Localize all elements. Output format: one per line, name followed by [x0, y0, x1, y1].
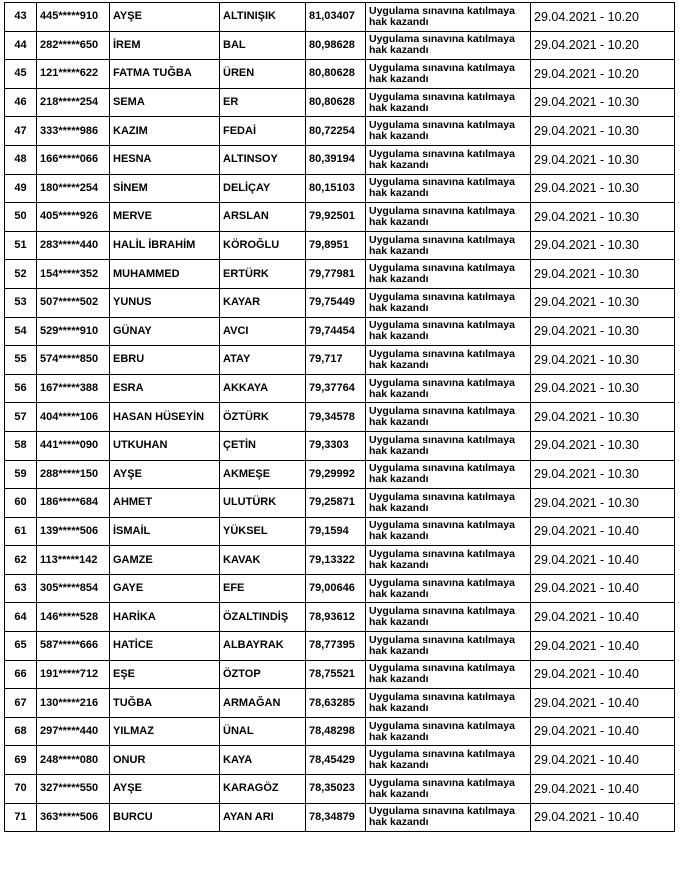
- row-number-cell: 46: [5, 88, 37, 117]
- row-number-cell: 71: [5, 803, 37, 832]
- id-number-cell: 529*****910: [37, 317, 110, 346]
- score-cell: 79,92501: [306, 203, 366, 232]
- last-name-cell: ÖZALTINDİŞ: [220, 603, 306, 632]
- status-cell: Uygulama sınavına katılmaya hak kazandı: [366, 717, 531, 746]
- results-body: [5, 3, 675, 832]
- last-name-cell: ÜNAL: [220, 717, 306, 746]
- exam-date-cell: 29.04.2021 - 10.30: [531, 88, 675, 117]
- exam-date-cell: 29.04.2021 - 10.30: [531, 403, 675, 432]
- row-number-cell: 53: [5, 288, 37, 317]
- exam-date-cell: 29.04.2021 - 10.30: [531, 374, 675, 403]
- score-cell: 80,15103: [306, 174, 366, 203]
- exam-date-cell: 29.04.2021 - 10.30: [531, 460, 675, 489]
- table-row: [5, 574, 675, 603]
- id-number-cell: 445*****910: [37, 3, 110, 32]
- table-row: [5, 88, 675, 117]
- exam-date-cell: 29.04.2021 - 10.40: [531, 574, 675, 603]
- id-number-cell: 191*****712: [37, 660, 110, 689]
- score-cell: 79,00646: [306, 574, 366, 603]
- id-number-cell: 180*****254: [37, 174, 110, 203]
- exam-date-cell: 29.04.2021 - 10.30: [531, 174, 675, 203]
- id-number-cell: 363*****506: [37, 803, 110, 832]
- table-row: [5, 117, 675, 146]
- id-number-cell: 404*****106: [37, 403, 110, 432]
- status-cell: Uygulama sınavına katılmaya hak kazandı: [366, 31, 531, 60]
- first-name-cell: SEMA: [110, 88, 220, 117]
- row-number-cell: 50: [5, 203, 37, 232]
- exam-date-cell: 29.04.2021 - 10.40: [531, 775, 675, 804]
- table-row: [5, 260, 675, 289]
- score-cell: 81,03407: [306, 3, 366, 32]
- first-name-cell: YILMAZ: [110, 717, 220, 746]
- first-name-cell: TUĞBA: [110, 689, 220, 718]
- score-cell: 79,74454: [306, 317, 366, 346]
- score-cell: 79,37764: [306, 374, 366, 403]
- status-cell: Uygulama sınavına katılmaya hak kazandı: [366, 88, 531, 117]
- first-name-cell: YUNUS: [110, 288, 220, 317]
- id-number-cell: 113*****142: [37, 546, 110, 575]
- table-row: [5, 546, 675, 575]
- status-cell: Uygulama sınavına katılmaya hak kazandı: [366, 260, 531, 289]
- score-cell: 78,75521: [306, 660, 366, 689]
- row-number-cell: 52: [5, 260, 37, 289]
- id-number-cell: 130*****216: [37, 689, 110, 718]
- row-number-cell: 57: [5, 403, 37, 432]
- score-cell: 80,80628: [306, 88, 366, 117]
- status-cell: Uygulama sınavına katılmaya hak kazandı: [366, 288, 531, 317]
- table-row: [5, 775, 675, 804]
- first-name-cell: HASAN HÜSEYİN: [110, 403, 220, 432]
- status-cell: Uygulama sınavına katılmaya hak kazandı: [366, 574, 531, 603]
- last-name-cell: ALTINSOY: [220, 145, 306, 174]
- status-cell: Uygulama sınavına katılmaya hak kazandı: [366, 546, 531, 575]
- score-cell: 78,34879: [306, 803, 366, 832]
- score-cell: 79,13322: [306, 546, 366, 575]
- table-row: [5, 403, 675, 432]
- id-number-cell: 574*****850: [37, 346, 110, 375]
- status-cell: Uygulama sınavına katılmaya hak kazandı: [366, 145, 531, 174]
- status-cell: Uygulama sınavına katılmaya hak kazandı: [366, 174, 531, 203]
- table-row: [5, 174, 675, 203]
- last-name-cell: ÇETİN: [220, 431, 306, 460]
- exam-date-cell: 29.04.2021 - 10.40: [531, 689, 675, 718]
- row-number-cell: 69: [5, 746, 37, 775]
- table-row: [5, 660, 675, 689]
- exam-date-cell: 29.04.2021 - 10.30: [531, 346, 675, 375]
- row-number-cell: 43: [5, 3, 37, 32]
- table-row: [5, 231, 675, 260]
- first-name-cell: SİNEM: [110, 174, 220, 203]
- exam-date-cell: 29.04.2021 - 10.30: [531, 431, 675, 460]
- score-cell: 80,72254: [306, 117, 366, 146]
- row-number-cell: 45: [5, 60, 37, 89]
- row-number-cell: 47: [5, 117, 37, 146]
- status-cell: Uygulama sınavına katılmaya hak kazandı: [366, 346, 531, 375]
- score-cell: 79,717: [306, 346, 366, 375]
- first-name-cell: HARİKA: [110, 603, 220, 632]
- exam-date-cell: 29.04.2021 - 10.20: [531, 3, 675, 32]
- status-cell: Uygulama sınavına katılmaya hak kazandı: [366, 431, 531, 460]
- last-name-cell: KAVAK: [220, 546, 306, 575]
- score-cell: 79,75449: [306, 288, 366, 317]
- id-number-cell: 297*****440: [37, 717, 110, 746]
- row-number-cell: 51: [5, 231, 37, 260]
- id-number-cell: 507*****502: [37, 288, 110, 317]
- row-number-cell: 61: [5, 517, 37, 546]
- exam-date-cell: 29.04.2021 - 10.30: [531, 489, 675, 518]
- id-number-cell: 441*****090: [37, 431, 110, 460]
- last-name-cell: YÜKSEL: [220, 517, 306, 546]
- status-cell: Uygulama sınavına katılmaya hak kazandı: [366, 517, 531, 546]
- results-table: [4, 2, 675, 832]
- first-name-cell: AYŞE: [110, 460, 220, 489]
- first-name-cell: AHMET: [110, 489, 220, 518]
- first-name-cell: KAZIM: [110, 117, 220, 146]
- exam-date-cell: 29.04.2021 - 10.30: [531, 203, 675, 232]
- id-number-cell: 186*****684: [37, 489, 110, 518]
- last-name-cell: ALTINIŞIK: [220, 3, 306, 32]
- exam-date-cell: 29.04.2021 - 10.20: [531, 31, 675, 60]
- first-name-cell: UTKUHAN: [110, 431, 220, 460]
- id-number-cell: 288*****150: [37, 460, 110, 489]
- status-cell: Uygulama sınavına katılmaya hak kazandı: [366, 317, 531, 346]
- row-number-cell: 64: [5, 603, 37, 632]
- exam-date-cell: 29.04.2021 - 10.40: [531, 517, 675, 546]
- id-number-cell: 167*****388: [37, 374, 110, 403]
- score-cell: 79,77981: [306, 260, 366, 289]
- first-name-cell: GAMZE: [110, 546, 220, 575]
- exam-date-cell: 29.04.2021 - 10.20: [531, 60, 675, 89]
- table-row: [5, 145, 675, 174]
- exam-date-cell: 29.04.2021 - 10.40: [531, 546, 675, 575]
- last-name-cell: ER: [220, 88, 306, 117]
- score-cell: 79,3303: [306, 431, 366, 460]
- score-cell: 80,80628: [306, 60, 366, 89]
- row-number-cell: 59: [5, 460, 37, 489]
- table-row: [5, 431, 675, 460]
- exam-date-cell: 29.04.2021 - 10.40: [531, 803, 675, 832]
- row-number-cell: 55: [5, 346, 37, 375]
- status-cell: Uygulama sınavına katılmaya hak kazandı: [366, 374, 531, 403]
- score-cell: 78,93612: [306, 603, 366, 632]
- score-cell: 79,25871: [306, 489, 366, 518]
- id-number-cell: 139*****506: [37, 517, 110, 546]
- table-row: [5, 717, 675, 746]
- exam-date-cell: 29.04.2021 - 10.30: [531, 231, 675, 260]
- row-number-cell: 62: [5, 546, 37, 575]
- exam-date-cell: 29.04.2021 - 10.30: [531, 317, 675, 346]
- score-cell: 78,45429: [306, 746, 366, 775]
- last-name-cell: ALBAYRAK: [220, 632, 306, 661]
- score-cell: 78,48298: [306, 717, 366, 746]
- last-name-cell: ATAY: [220, 346, 306, 375]
- first-name-cell: MUHAMMED: [110, 260, 220, 289]
- exam-date-cell: 29.04.2021 - 10.40: [531, 660, 675, 689]
- first-name-cell: MERVE: [110, 203, 220, 232]
- exam-date-cell: 29.04.2021 - 10.40: [531, 717, 675, 746]
- id-number-cell: 283*****440: [37, 231, 110, 260]
- last-name-cell: AVCI: [220, 317, 306, 346]
- status-cell: Uygulama sınavına katılmaya hak kazandı: [366, 689, 531, 718]
- first-name-cell: ESRA: [110, 374, 220, 403]
- last-name-cell: KAYA: [220, 746, 306, 775]
- last-name-cell: EFE: [220, 574, 306, 603]
- exam-date-cell: 29.04.2021 - 10.30: [531, 145, 675, 174]
- score-cell: 79,8951: [306, 231, 366, 260]
- status-cell: Uygulama sınavına katılmaya hak kazandı: [366, 775, 531, 804]
- row-number-cell: 49: [5, 174, 37, 203]
- table-row: [5, 517, 675, 546]
- first-name-cell: AYŞE: [110, 775, 220, 804]
- last-name-cell: KARAGÖZ: [220, 775, 306, 804]
- first-name-cell: HALİL İBRAHİM: [110, 231, 220, 260]
- table-row: [5, 603, 675, 632]
- first-name-cell: İSMAİL: [110, 517, 220, 546]
- table-row: [5, 489, 675, 518]
- id-number-cell: 305*****854: [37, 574, 110, 603]
- last-name-cell: ARSLAN: [220, 203, 306, 232]
- first-name-cell: AYŞE: [110, 3, 220, 32]
- status-cell: Uygulama sınavına katılmaya hak kazandı: [366, 603, 531, 632]
- table-row: [5, 203, 675, 232]
- status-cell: Uygulama sınavına katılmaya hak kazandı: [366, 3, 531, 32]
- row-number-cell: 60: [5, 489, 37, 518]
- first-name-cell: BURCU: [110, 803, 220, 832]
- exam-date-cell: 29.04.2021 - 10.40: [531, 746, 675, 775]
- last-name-cell: KÖROĞLU: [220, 231, 306, 260]
- row-number-cell: 63: [5, 574, 37, 603]
- table-row: [5, 3, 675, 32]
- status-cell: Uygulama sınavına katılmaya hak kazandı: [366, 489, 531, 518]
- status-cell: Uygulama sınavına katılmaya hak kazandı: [366, 231, 531, 260]
- status-cell: Uygulama sınavına katılmaya hak kazandı: [366, 803, 531, 832]
- table-row: [5, 374, 675, 403]
- first-name-cell: İREM: [110, 31, 220, 60]
- id-number-cell: 282*****650: [37, 31, 110, 60]
- row-number-cell: 56: [5, 374, 37, 403]
- first-name-cell: GAYE: [110, 574, 220, 603]
- status-cell: Uygulama sınavına katılmaya hak kazandı: [366, 460, 531, 489]
- last-name-cell: ÖZTOP: [220, 660, 306, 689]
- score-cell: 78,77395: [306, 632, 366, 661]
- last-name-cell: KAYAR: [220, 288, 306, 317]
- table-row: [5, 746, 675, 775]
- last-name-cell: ERTÜRK: [220, 260, 306, 289]
- row-number-cell: 68: [5, 717, 37, 746]
- last-name-cell: DELİÇAY: [220, 174, 306, 203]
- row-number-cell: 65: [5, 632, 37, 661]
- id-number-cell: 121*****622: [37, 60, 110, 89]
- last-name-cell: AYAN ARI: [220, 803, 306, 832]
- exam-date-cell: 29.04.2021 - 10.40: [531, 603, 675, 632]
- table-row: [5, 803, 675, 832]
- status-cell: Uygulama sınavına katılmaya hak kazandı: [366, 660, 531, 689]
- id-number-cell: 248*****080: [37, 746, 110, 775]
- table-row: [5, 632, 675, 661]
- last-name-cell: FEDAİ: [220, 117, 306, 146]
- exam-date-cell: 29.04.2021 - 10.30: [531, 117, 675, 146]
- score-cell: 78,63285: [306, 689, 366, 718]
- status-cell: Uygulama sınavına katılmaya hak kazandı: [366, 117, 531, 146]
- score-cell: 79,29992: [306, 460, 366, 489]
- id-number-cell: 218*****254: [37, 88, 110, 117]
- status-cell: Uygulama sınavına katılmaya hak kazandı: [366, 632, 531, 661]
- first-name-cell: HESNA: [110, 145, 220, 174]
- row-number-cell: 44: [5, 31, 37, 60]
- last-name-cell: ÖZTÜRK: [220, 403, 306, 432]
- score-cell: 79,1594: [306, 517, 366, 546]
- last-name-cell: AKKAYA: [220, 374, 306, 403]
- id-number-cell: 333*****986: [37, 117, 110, 146]
- first-name-cell: FATMA TUĞBA: [110, 60, 220, 89]
- row-number-cell: 70: [5, 775, 37, 804]
- id-number-cell: 327*****550: [37, 775, 110, 804]
- last-name-cell: BAL: [220, 31, 306, 60]
- score-cell: 79,34578: [306, 403, 366, 432]
- table-row: [5, 31, 675, 60]
- first-name-cell: EŞE: [110, 660, 220, 689]
- first-name-cell: EBRU: [110, 346, 220, 375]
- last-name-cell: ÜREN: [220, 60, 306, 89]
- table-row: [5, 288, 675, 317]
- id-number-cell: 166*****066: [37, 145, 110, 174]
- status-cell: Uygulama sınavına katılmaya hak kazandı: [366, 746, 531, 775]
- first-name-cell: GÜNAY: [110, 317, 220, 346]
- id-number-cell: 587*****666: [37, 632, 110, 661]
- row-number-cell: 48: [5, 145, 37, 174]
- first-name-cell: HATİCE: [110, 632, 220, 661]
- table-row: [5, 460, 675, 489]
- exam-date-cell: 29.04.2021 - 10.30: [531, 260, 675, 289]
- table-row: [5, 60, 675, 89]
- id-number-cell: 154*****352: [37, 260, 110, 289]
- table-row: [5, 346, 675, 375]
- exam-date-cell: 29.04.2021 - 10.40: [531, 632, 675, 661]
- row-number-cell: 66: [5, 660, 37, 689]
- table-row: [5, 317, 675, 346]
- score-cell: 80,98628: [306, 31, 366, 60]
- exam-date-cell: 29.04.2021 - 10.30: [531, 288, 675, 317]
- last-name-cell: ARMAĞAN: [220, 689, 306, 718]
- row-number-cell: 67: [5, 689, 37, 718]
- id-number-cell: 405*****926: [37, 203, 110, 232]
- status-cell: Uygulama sınavına katılmaya hak kazandı: [366, 203, 531, 232]
- score-cell: 80,39194: [306, 145, 366, 174]
- table-row: [5, 689, 675, 718]
- id-number-cell: 146*****528: [37, 603, 110, 632]
- last-name-cell: ULUTÜRK: [220, 489, 306, 518]
- status-cell: Uygulama sınavına katılmaya hak kazandı: [366, 60, 531, 89]
- first-name-cell: ONUR: [110, 746, 220, 775]
- last-name-cell: AKMEŞE: [220, 460, 306, 489]
- row-number-cell: 54: [5, 317, 37, 346]
- row-number-cell: 58: [5, 431, 37, 460]
- status-cell: Uygulama sınavına katılmaya hak kazandı: [366, 403, 531, 432]
- score-cell: 78,35023: [306, 775, 366, 804]
